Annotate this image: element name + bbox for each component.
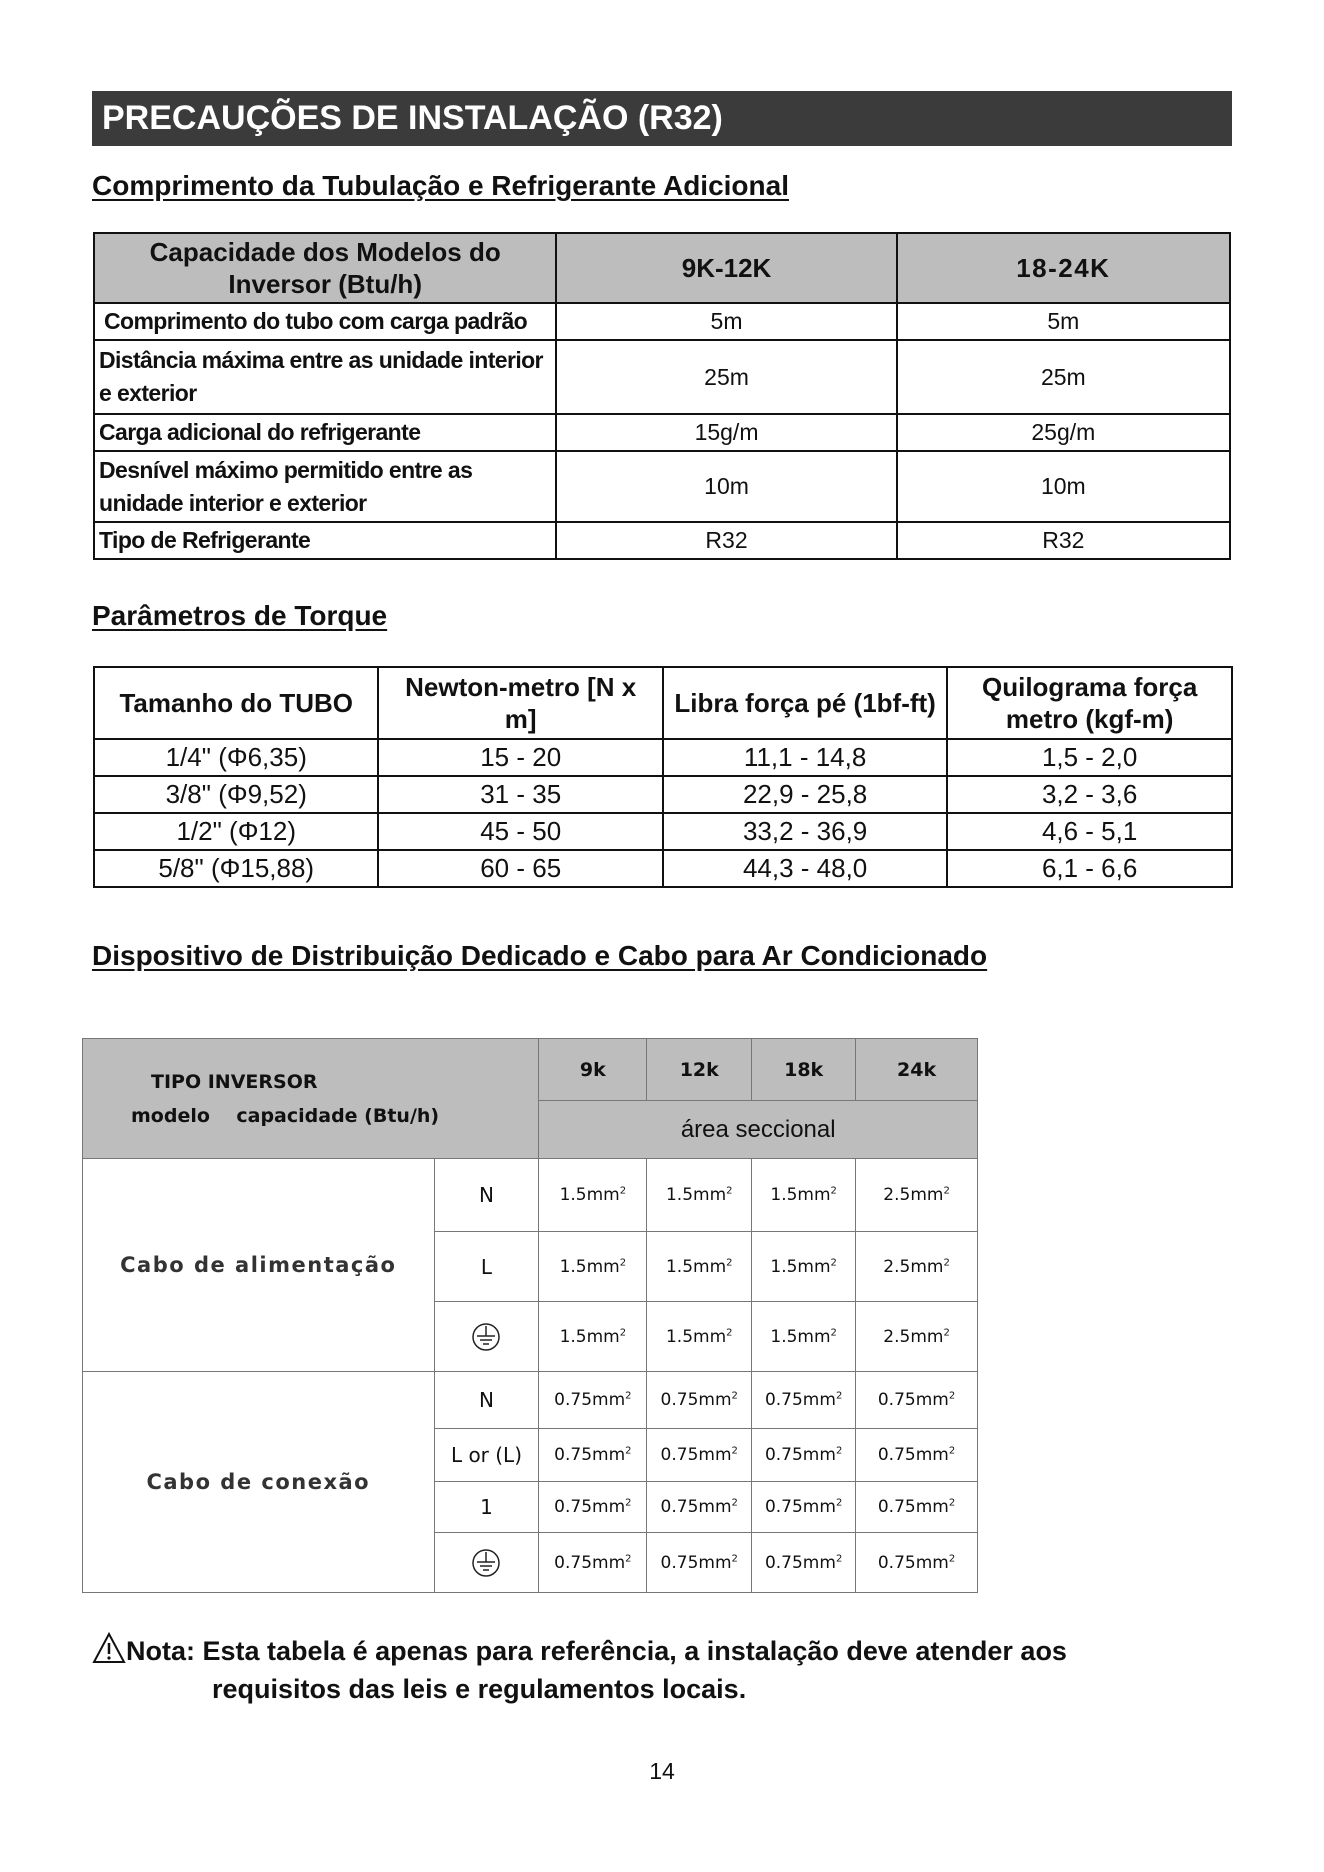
table-row — [94, 340, 1230, 414]
column-header: 18-24K — [897, 233, 1230, 303]
page-number: 14 — [649, 1758, 675, 1784]
cell: $0.75mm^2$ — [752, 1372, 856, 1429]
cell: 25g/m — [897, 414, 1230, 451]
table-header-row — [94, 233, 1230, 303]
capacity-label: capacidade (Btu/h) — [236, 1104, 440, 1127]
cell: $0.75mm^2$ — [647, 1482, 752, 1533]
cell: R32 — [897, 522, 1230, 559]
cell: $0.75mm^2$ — [647, 1429, 752, 1482]
row-label: Distância máxima entre as unidade interior e exterior — [94, 340, 556, 414]
cell: $0.75mm^2$ — [647, 1372, 752, 1429]
section-title-distribution: Dispositivo de Distribuição Dedicado e Cabo para Ar Condicionado — [92, 940, 988, 971]
column-header: Newton-metro [N x m] — [378, 667, 662, 739]
cell: 1/4" (Φ6,35) — [94, 739, 378, 776]
cell: 1,5 - 2,0 — [947, 739, 1232, 776]
table-row — [83, 1159, 978, 1232]
cell: 25m — [556, 340, 896, 414]
capacity-header: 9k — [539, 1039, 647, 1101]
type-header — [83, 1039, 539, 1159]
note — [92, 1632, 1067, 1708]
cell: 11,1 - 14,8 — [663, 739, 947, 776]
warning-icon — [92, 1632, 126, 1664]
cable-table — [82, 1038, 978, 1593]
cell: 3/8" (Φ9,52) — [94, 776, 378, 813]
column-header: Tamanho do TUBO — [94, 667, 378, 739]
section-area-label: área seccional — [539, 1101, 978, 1159]
capacity-header: 24k — [856, 1039, 978, 1101]
page-banner: PRECAUÇÕES DE INSTALAÇÃO (R32) — [92, 91, 1232, 146]
cell: $1.5mm^2$ — [752, 1302, 856, 1372]
table-row — [94, 414, 1230, 451]
model-capacity-label — [131, 1099, 538, 1133]
cell: R32 — [556, 522, 896, 559]
model-label: modelo — [131, 1104, 210, 1127]
table-header-row — [94, 667, 1232, 739]
cell: $1.5mm^2$ — [647, 1302, 752, 1372]
row-label: Tipo de Refrigerante — [94, 522, 556, 559]
column-header: Libra força pé (1bf-ft) — [663, 667, 947, 739]
cell: 3,2 - 3,6 — [947, 776, 1232, 813]
terminal-label: 1 — [434, 1482, 539, 1533]
terminal-ground — [434, 1302, 539, 1372]
cell: $1.5mm^2$ — [647, 1159, 752, 1232]
row-label: Desnível máximo permitido entre as unidade interior e exterior — [94, 451, 556, 522]
cell: $0.75mm^2$ — [752, 1429, 856, 1482]
cell: 10m — [556, 451, 896, 522]
cell: $0.75mm^2$ — [856, 1372, 978, 1429]
table-row — [94, 776, 1232, 813]
terminal-label: L or (L) — [434, 1429, 539, 1482]
cell: $2.5mm^2$ — [856, 1302, 978, 1372]
cell: $0.75mm^2$ — [539, 1372, 647, 1429]
type-inverter-label: TIPO INVERSOR — [151, 1070, 318, 1093]
cell: $1.5mm^2$ — [539, 1232, 647, 1302]
cell: $1.5mm^2$ — [752, 1232, 856, 1302]
table-row — [94, 739, 1232, 776]
cell: 22,9 - 25,8 — [663, 776, 947, 813]
cell: $0.75mm^2$ — [647, 1533, 752, 1593]
cell: 44,3 - 48,0 — [663, 850, 947, 887]
cell: 5m — [897, 303, 1230, 340]
terminal-label: N — [434, 1159, 539, 1232]
ground-icon — [471, 1548, 501, 1578]
terminal-label: L — [434, 1232, 539, 1302]
cell: $2.5mm^2$ — [856, 1159, 978, 1232]
cell: 33,2 - 36,9 — [663, 813, 947, 850]
note-line-2: requisitos das leis e regulamentos locais. — [212, 1674, 747, 1704]
cell: $1.5mm^2$ — [539, 1302, 647, 1372]
cell: 15 - 20 — [378, 739, 662, 776]
torque-table — [93, 666, 1233, 888]
cell: 5m — [556, 303, 896, 340]
row-label: Carga adicional do refrigerante — [94, 414, 556, 451]
piping-table — [93, 232, 1231, 560]
cell: 5/8" (Φ15,88) — [94, 850, 378, 887]
power-cable-label: Cabo de alimentação — [83, 1159, 435, 1372]
cell: $1.5mm^2$ — [539, 1159, 647, 1232]
note-prefix: Nota: — [126, 1636, 195, 1666]
cell: $0.75mm^2$ — [539, 1482, 647, 1533]
cell: 1/2" (Φ12) — [94, 813, 378, 850]
table-row — [94, 303, 1230, 340]
note-line-1: Esta tabela é apenas para referência, a instalação deve atender aos — [202, 1636, 1067, 1666]
row-label: Comprimento do tubo com carga padrão — [94, 303, 556, 340]
cell: 15g/m — [556, 414, 896, 451]
table-row — [83, 1372, 978, 1429]
column-header: 9K-12K — [556, 233, 896, 303]
table-row — [94, 850, 1232, 887]
cell: $0.75mm^2$ — [752, 1533, 856, 1593]
cell: $0.75mm^2$ — [752, 1482, 856, 1533]
cell: 45 - 50 — [378, 813, 662, 850]
table-row — [94, 522, 1230, 559]
cell: 31 - 35 — [378, 776, 662, 813]
cell: 60 - 65 — [378, 850, 662, 887]
cell: $1.5mm^2$ — [647, 1232, 752, 1302]
section-title-torque: Parâmetros de Torque — [92, 600, 388, 631]
terminal-ground — [434, 1533, 539, 1593]
table-header-row — [83, 1039, 978, 1101]
capacity-header: 18k — [752, 1039, 856, 1101]
cell: 6,1 - 6,6 — [947, 850, 1232, 887]
cell: $1.5mm^2$ — [752, 1159, 856, 1232]
column-header: Quilograma força metro (kgf-m) — [947, 667, 1232, 739]
cell: $0.75mm^2$ — [856, 1533, 978, 1593]
cell: $0.75mm^2$ — [856, 1482, 978, 1533]
cell: 4,6 - 5,1 — [947, 813, 1232, 850]
cell: 10m — [897, 451, 1230, 522]
ground-icon — [471, 1322, 501, 1352]
table-row — [94, 813, 1232, 850]
cell: $0.75mm^2$ — [539, 1533, 647, 1593]
terminal-label: N — [434, 1372, 539, 1429]
connection-cable-label: Cabo de conexão — [83, 1372, 435, 1593]
cell: $0.75mm^2$ — [539, 1429, 647, 1482]
column-header: Capacidade dos Modelos do Inversor (Btu/h) — [94, 233, 556, 303]
cell: 25m — [897, 340, 1230, 414]
section-title-piping: Comprimento da Tubulação e Refrigerante Adicional — [92, 170, 789, 201]
cell: $0.75mm^2$ — [856, 1429, 978, 1482]
capacity-header: 12k — [647, 1039, 752, 1101]
cell: $2.5mm^2$ — [856, 1232, 978, 1302]
table-row — [94, 451, 1230, 522]
